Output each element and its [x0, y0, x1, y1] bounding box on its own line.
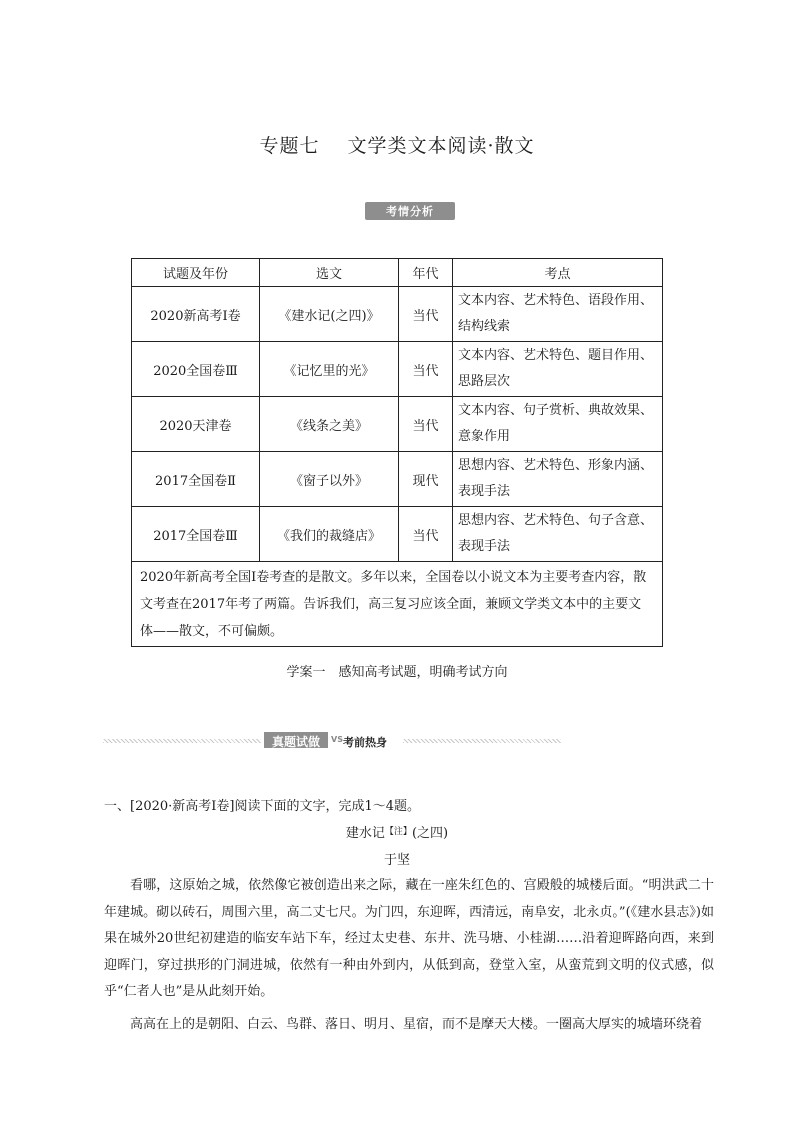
- table-cell-exam: 2017全国卷Ⅱ: [132, 452, 260, 507]
- page-title: [0, 131, 794, 158]
- section-banner: [365, 202, 455, 220]
- table-cell-exam: 2020全国卷Ⅲ: [132, 342, 260, 397]
- table-cell-points: 文本内容、句子赏析、典故效果、意象作用: [453, 397, 663, 452]
- topic-title: 文学类文本阅读·散文: [347, 135, 535, 157]
- table-header-row: [132, 259, 663, 287]
- essay-paragraph: 高高在上的是朝阳、白云、鸟群、落日、明月、星宿，而不是摩天大楼。一圈高大厚实的城墙环绕着: [130, 1017, 703, 1032]
- practice-banner-vs: VS: [331, 735, 343, 744]
- table-row: [132, 342, 663, 397]
- essay-paragraph: 看哪，这原始之城，依然像它被创造出来之际，藏在一座朱红色的、宫殿般的城楼后面。“明洪武二十年建城。砌以砖石，周围六里，高二丈七尺。为门四，东迎晖，西清远，南阜安，北永贞。”(《建水县志》)如果在城外20世纪初建造的临安车站下车，经过太史巷、东井、洗马塘、小桂湖……沿着迎晖路向西，来到迎晖门，穿过拱形的门洞进城，依然有一种由外到内，从低到高，登堂入室，从蛮荒到文明的仪式感，似乎“仁者人也”是从此刻开始。: [104, 878, 714, 999]
- table-header-cell: 选文: [260, 259, 399, 287]
- essay-note-mark: 【注】: [384, 827, 412, 837]
- table-cell-exam: 2020天津卷: [132, 397, 260, 452]
- table-cell-text: 《线条之美》: [260, 397, 399, 452]
- table-cell-exam: 2017全国卷Ⅲ: [132, 507, 260, 562]
- exam-analysis-table: [131, 258, 663, 647]
- table-cell-era: 现代: [399, 452, 453, 507]
- table-cell-text: 《建水记(之四)》: [260, 287, 399, 342]
- topic-number: 专题七: [259, 135, 320, 157]
- table-cell-exam: 2020新高考Ⅰ卷: [132, 287, 260, 342]
- section-banner-label: 考情分析: [386, 205, 434, 218]
- banner-divider-right: [403, 739, 561, 743]
- essay-title-text: 建水记: [345, 826, 385, 841]
- table-cell-points: 文本内容、艺术特色、题目作用、思路层次: [453, 342, 663, 397]
- table-header-cell: 年代: [399, 259, 453, 287]
- table-cell-text: 《我们的裁缝店》: [260, 507, 399, 562]
- table-row: [132, 507, 663, 562]
- table-cell-era: 当代: [399, 397, 453, 452]
- table-summary-row: [132, 562, 663, 647]
- table-cell-era: 当代: [399, 507, 453, 562]
- table-row: [132, 397, 663, 452]
- table-cell-points: 文本内容、艺术特色、语段作用、结构线索: [453, 287, 663, 342]
- practice-banner: [103, 731, 561, 749]
- table-row: [132, 452, 663, 507]
- table-cell-text: 《窗子以外》: [260, 452, 399, 507]
- table-header-cell: 试题及年份: [132, 259, 260, 287]
- question-intro: 一、[2020·新高考Ⅰ卷]阅读下面的文字，完成1～4题。: [104, 799, 421, 814]
- practice-banner-label: 真题试做: [271, 735, 320, 749]
- case-heading: 学案一 感知高考试题，明确考试方向: [286, 665, 508, 680]
- essay-title-suffix: (之四): [411, 826, 449, 841]
- table-cell-text: 《记忆里的光》: [260, 342, 399, 397]
- table-cell-points: 思想内容、艺术特色、形象内涵、表现手法: [453, 452, 663, 507]
- practice-banner-sub: 考前热身: [343, 736, 387, 749]
- table-row: [132, 287, 663, 342]
- table-cell-era: 当代: [399, 342, 453, 397]
- table-header-cell: 考点: [453, 259, 663, 287]
- table-cell-points: 思想内容、艺术特色、句子含意、表现手法: [453, 507, 663, 562]
- table-summary: 2020年新高考全国Ⅰ卷考查的是散文。多年以来，全国卷以小说文本为主要考查内容，散文考查在2017年考了两篇。告诉我们，高三复习应该全面，兼顾文学类文本中的主要文体——散文，不可偏颇。: [132, 562, 663, 647]
- essay-title: [0, 822, 794, 841]
- banner-divider-left: [103, 739, 261, 743]
- essay-author: 于坚: [383, 853, 410, 868]
- table-cell-era: 当代: [399, 287, 453, 342]
